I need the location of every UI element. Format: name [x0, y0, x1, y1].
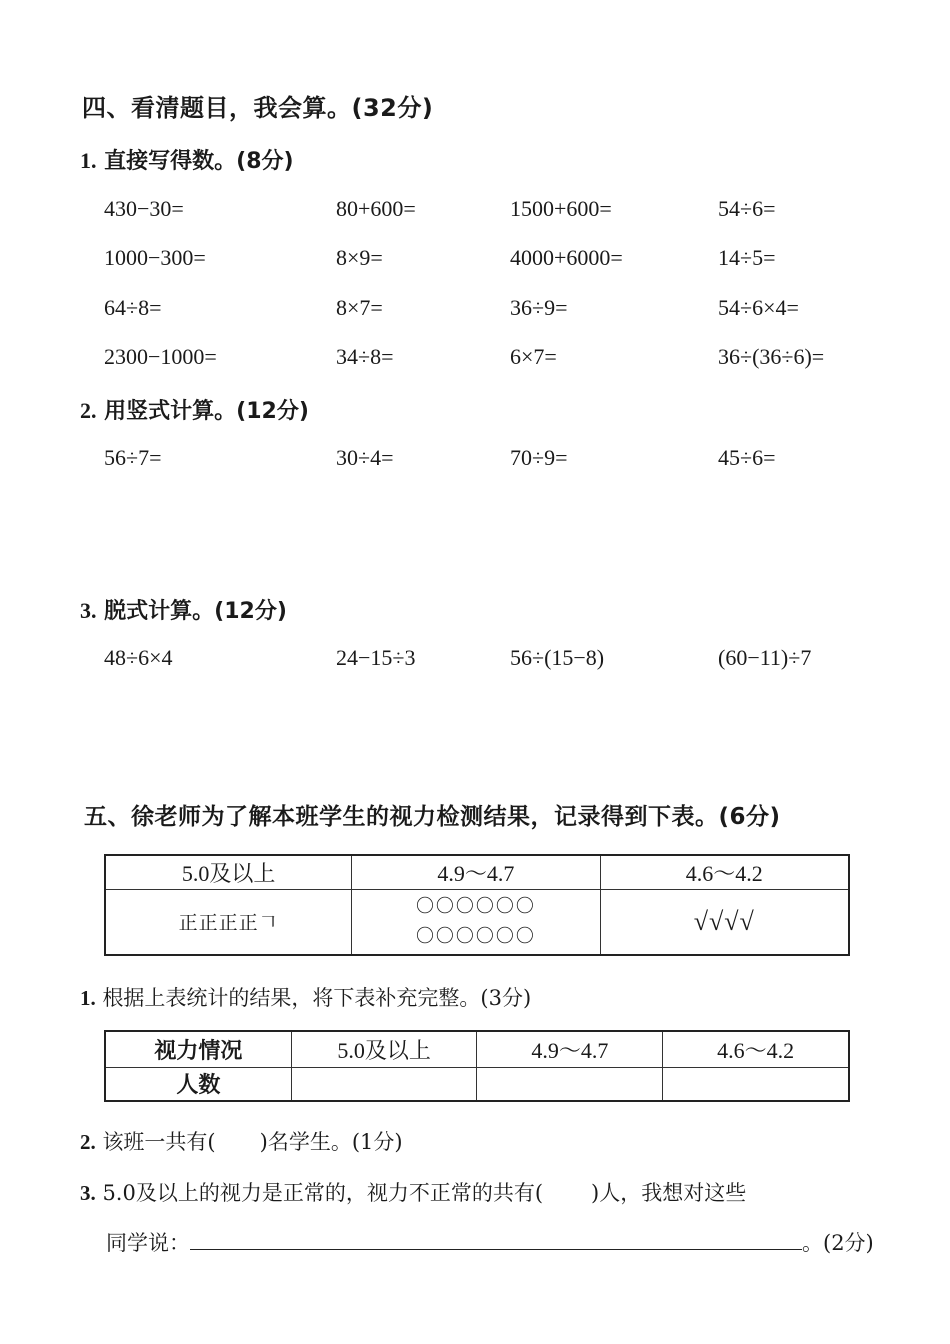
question-number: 2. — [80, 1130, 96, 1154]
question-label: 根据上表统计的结果，将下表补充完整。(3分) — [102, 986, 532, 1010]
question-number: 1. — [80, 148, 97, 173]
expression: 48÷6×4 — [104, 645, 173, 670]
expression: 80+600= — [336, 196, 416, 221]
answer-cell[interactable] — [663, 1067, 849, 1101]
table-header: 4.6～4.2 — [600, 855, 849, 889]
expression: 6×7= — [510, 344, 557, 369]
answer-line[interactable] — [190, 1229, 802, 1250]
q1-row-2 — [104, 245, 904, 279]
table-header: 4.9～4.7 — [352, 855, 600, 889]
q1-row-4 — [104, 344, 904, 378]
count-table — [104, 1030, 850, 1102]
answer-cell[interactable] — [477, 1067, 663, 1101]
table-header: 4.6～4.2 — [663, 1031, 849, 1067]
expression: 1500+600= — [510, 196, 612, 221]
question-text: )名学生。(1分) — [259, 1130, 403, 1154]
answer-cell[interactable] — [291, 1067, 477, 1101]
table-header: 5.0及以上 — [105, 855, 352, 889]
question-text: )人，我想对这些 — [591, 1181, 747, 1205]
expression: 8×7= — [336, 295, 383, 320]
table-header: 视力情况 — [105, 1031, 291, 1067]
tally-marks: 正正正正𠃍 — [105, 889, 352, 955]
expression: 36÷9= — [510, 295, 568, 320]
q1-row-1 — [104, 196, 904, 230]
question-5-2 — [80, 1126, 403, 1156]
question-3-title — [80, 594, 287, 625]
expression: 14÷5= — [718, 245, 776, 270]
question-1-title — [80, 144, 294, 175]
expression: 34÷8= — [336, 344, 394, 369]
question-text: 。(2分) — [802, 1231, 874, 1255]
question-5-1 — [80, 982, 531, 1012]
expression: 70÷9= — [510, 445, 568, 470]
table-header: 4.9～4.7 — [477, 1031, 663, 1067]
circle-row: 〇〇〇〇〇〇 — [415, 925, 536, 947]
expression: 8×9= — [336, 245, 383, 270]
expression: 2300−1000= — [104, 344, 217, 369]
expression: 56÷7= — [104, 445, 162, 470]
expression: 54÷6×4= — [718, 295, 799, 320]
q2-row — [104, 445, 904, 479]
question-text: 该班一共有( — [102, 1130, 216, 1154]
circle-marks — [352, 889, 600, 955]
q3-row — [104, 645, 904, 679]
section-4-title: 四、看清题目，我会算。(32分) — [82, 94, 434, 122]
check-marks: √√√√ — [600, 889, 849, 955]
question-5-3 — [80, 1177, 746, 1207]
question-label: 用竖式计算。(12分) — [104, 399, 309, 424]
expression: 64÷8= — [104, 295, 162, 320]
question-5-3-line-2 — [106, 1227, 874, 1257]
table-header: 5.0及以上 — [291, 1031, 477, 1067]
q1-row-3 — [104, 295, 904, 329]
expression: (60−11)÷7 — [718, 645, 812, 670]
circle-row: 〇〇〇〇〇〇 — [415, 895, 536, 917]
question-number: 2. — [80, 398, 97, 423]
question-number: 3. — [80, 598, 97, 623]
expression: 24−15÷3 — [336, 645, 416, 670]
expression: 45÷6= — [718, 445, 776, 470]
question-text: 5.0及以上的视力是正常的，视力不正常的共有( — [102, 1181, 544, 1205]
expression: 36÷(36÷6)= — [718, 344, 825, 369]
question-number: 1. — [80, 986, 96, 1010]
expression: 430−30= — [104, 196, 184, 221]
row-label: 人数 — [105, 1067, 291, 1101]
tally-table — [104, 854, 850, 956]
expression: 4000+6000= — [510, 245, 623, 270]
expression: 30÷4= — [336, 445, 394, 470]
expression: 54÷6= — [718, 196, 776, 221]
question-label: 脱式计算。(12分) — [104, 599, 287, 624]
question-number: 3. — [80, 1181, 96, 1205]
section-5-title: 五、徐老师为了解本班学生的视力检测结果，记录得到下表。(6分) — [84, 804, 781, 830]
question-label: 直接写得数。(8分) — [104, 149, 294, 174]
question-2-title — [80, 394, 309, 425]
expression: 1000−300= — [104, 245, 206, 270]
expression: 56÷(15−8) — [510, 645, 605, 670]
question-text: 同学说： — [106, 1231, 190, 1255]
